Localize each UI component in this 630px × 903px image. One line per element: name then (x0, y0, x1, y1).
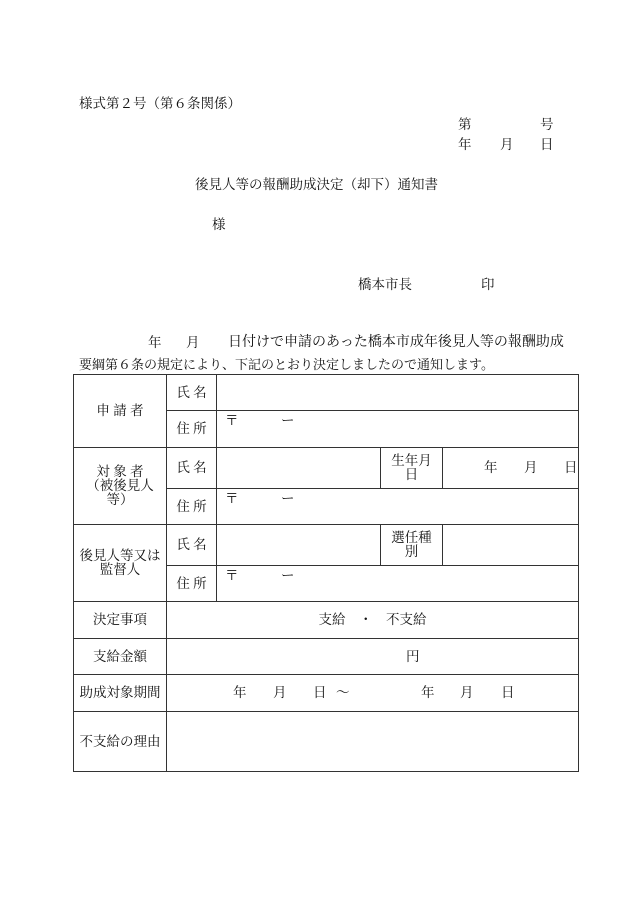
applicant-name-field (217, 375, 579, 411)
postal-dash: ー (281, 491, 295, 506)
appointment-type-field (443, 525, 579, 566)
decision-value: 支給 ・ 不支給 (167, 602, 579, 639)
amount-field (167, 639, 579, 675)
birth-date-label-line-1: 生年月 (391, 453, 432, 468)
period-from-year: 年 (233, 685, 247, 700)
decision-label: 決定事項 (74, 602, 167, 639)
appointment-type-label-line-1: 選任種 (391, 530, 432, 545)
amount-unit: 円 (406, 648, 420, 664)
issue-date-day: 日 (540, 137, 554, 152)
postal-mark: 〒 (225, 568, 239, 583)
issuer-seal: 印 (481, 277, 495, 292)
appointment-type-label (381, 525, 443, 566)
appointment-type-label-line-2: 別 (404, 544, 419, 559)
birth-date-month: 月 (524, 460, 538, 475)
doc-number-suffix: 号 (540, 117, 554, 132)
subject-address-field (217, 489, 579, 525)
amount-label: 支給金額 (74, 639, 167, 675)
applicant-address-field (217, 411, 579, 448)
applicant-address-label: 住 所 (167, 411, 217, 448)
issue-date-month: 月 (500, 137, 514, 152)
subject-name-label: 氏 名 (167, 448, 217, 489)
body-line-1: 日付けで申請のあった橋本市成年後見人等の報酬助成 (228, 335, 564, 350)
guardian-label (74, 525, 167, 602)
guardian-address-label: 住 所 (167, 566, 217, 602)
birth-date-field (443, 448, 579, 489)
period-to-month: 月 (460, 685, 474, 700)
period-to-day: 日 (501, 685, 515, 700)
birth-date-year: 年 (484, 460, 498, 475)
period-separator: ～ (336, 685, 350, 700)
issuer-name: 橋本市長 (358, 277, 412, 292)
application-date-month: 月 (186, 335, 200, 350)
guardian-label-line-2: 監督人 (99, 562, 141, 577)
applicant-name-label: 氏 名 (167, 375, 217, 411)
birth-date-label (381, 448, 443, 489)
subject-label-line-3: 等） (106, 492, 134, 507)
subject-label-line-1: 対 象 者 (96, 464, 144, 479)
period-field (167, 675, 579, 712)
reason-field (167, 712, 579, 772)
applicant-label: 申 請 者 (74, 375, 167, 448)
addressee-honorific: 様 (212, 217, 226, 232)
guardian-name-field (217, 525, 381, 566)
postal-dash: ー (281, 568, 295, 583)
period-from-day: 日 (313, 685, 327, 700)
postal-mark: 〒 (225, 491, 239, 506)
birth-date-label-line-2: 日 (404, 467, 419, 482)
period-from-month: 月 (273, 685, 287, 700)
period-label: 助成対象期間 (74, 675, 167, 712)
body-line-2: 要綱第６条の規定により、下記のとおり決定しましたので通知します。 (79, 357, 494, 372)
form-number-label: 様式第２号（第６条関係） (79, 96, 241, 111)
guardian-address-field (217, 566, 579, 602)
application-date-year: 年 (148, 335, 162, 350)
doc-number-prefix: 第 (458, 117, 472, 132)
period-to-year: 年 (421, 685, 435, 700)
issue-date-year: 年 (458, 137, 472, 152)
guardian-name-label: 氏 名 (167, 525, 217, 566)
guardian-label-line-1: 後見人等又は (79, 548, 161, 563)
reason-label: 不支給の理由 (74, 712, 167, 772)
birth-date-day: 日 (564, 460, 578, 475)
subject-address-label: 住 所 (167, 489, 217, 525)
postal-dash: ー (281, 413, 295, 428)
document-title: 後見人等の報酬助成決定（却下）通知書 (195, 177, 438, 192)
subject-name-field (217, 448, 381, 489)
postal-mark: 〒 (225, 413, 239, 428)
subject-label-line-2: （被後見人 (86, 478, 154, 493)
decision-table (73, 374, 579, 772)
subject-label (74, 448, 167, 525)
